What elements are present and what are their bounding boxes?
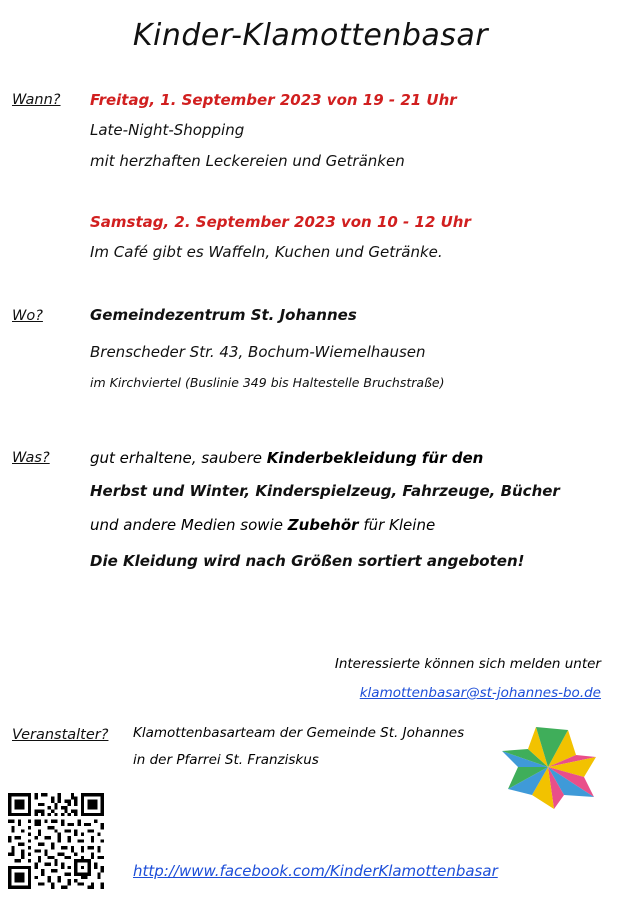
label-where: Wo? bbox=[12, 308, 43, 324]
when-saturday-line1: Im Café gibt es Waffeln, Kuchen und Getränke. bbox=[90, 243, 443, 261]
what-line2: Herbst und Winter, Kinderspielzeug, Fahrzeuge, Bücher bbox=[90, 482, 560, 500]
what-line3-tail: für Kleine bbox=[358, 516, 436, 534]
qr-code bbox=[8, 793, 104, 889]
where-venue: Gemeindezentrum St. Johannes bbox=[90, 306, 357, 324]
label-when: Wann? bbox=[12, 92, 61, 108]
when-friday-line2: mit herzhaften Leckereien und Getränken bbox=[90, 152, 405, 170]
organiser-line1: Klamottenbasarteam der Gemeinde St. Johannes bbox=[133, 725, 465, 741]
where-address: Brenscheder Str. 43, Bochum-Wiemelhausen bbox=[90, 343, 426, 361]
contact-intro: Interessierte können sich melden unter bbox=[334, 656, 601, 672]
what-line3-bold: Zubehör bbox=[287, 516, 359, 534]
when-saturday-heading: Samstag, 2. September 2023 von 10 - 12 Uhr bbox=[90, 213, 471, 231]
when-friday-heading: Freitag, 1. September 2023 von 19 - 21 Uhr bbox=[90, 91, 457, 109]
what-line3 bbox=[90, 516, 435, 534]
what-line1 bbox=[90, 449, 483, 467]
contact-email-link[interactable]: klamottenbasar@st-johannes-bo.de bbox=[359, 685, 601, 701]
where-note: im Kirchviertel (Buslinie 349 bis Haltestelle Bruchstraße) bbox=[90, 375, 445, 390]
what-line3-plain: und andere Medien sowie bbox=[90, 516, 288, 534]
when-friday-line1: Late-Night-Shopping bbox=[90, 121, 245, 139]
what-line1-plain: gut erhaltene, saubere bbox=[90, 449, 267, 467]
label-what: Was? bbox=[12, 450, 50, 466]
pinwheel-logo bbox=[498, 725, 598, 810]
what-line1-bold: Kinderbekleidung für den bbox=[266, 449, 484, 467]
page-title: Kinder-Klamottenbasar bbox=[132, 18, 489, 53]
organiser-line2: in der Pfarrei St. Franziskus bbox=[133, 752, 319, 768]
what-line4: Die Kleidung wird nach Größen sortiert angeboten! bbox=[90, 552, 525, 570]
facebook-link[interactable]: http://www.facebook.com/KinderKlamottenbasar bbox=[133, 862, 498, 880]
label-organiser: Veranstalter? bbox=[12, 727, 109, 743]
